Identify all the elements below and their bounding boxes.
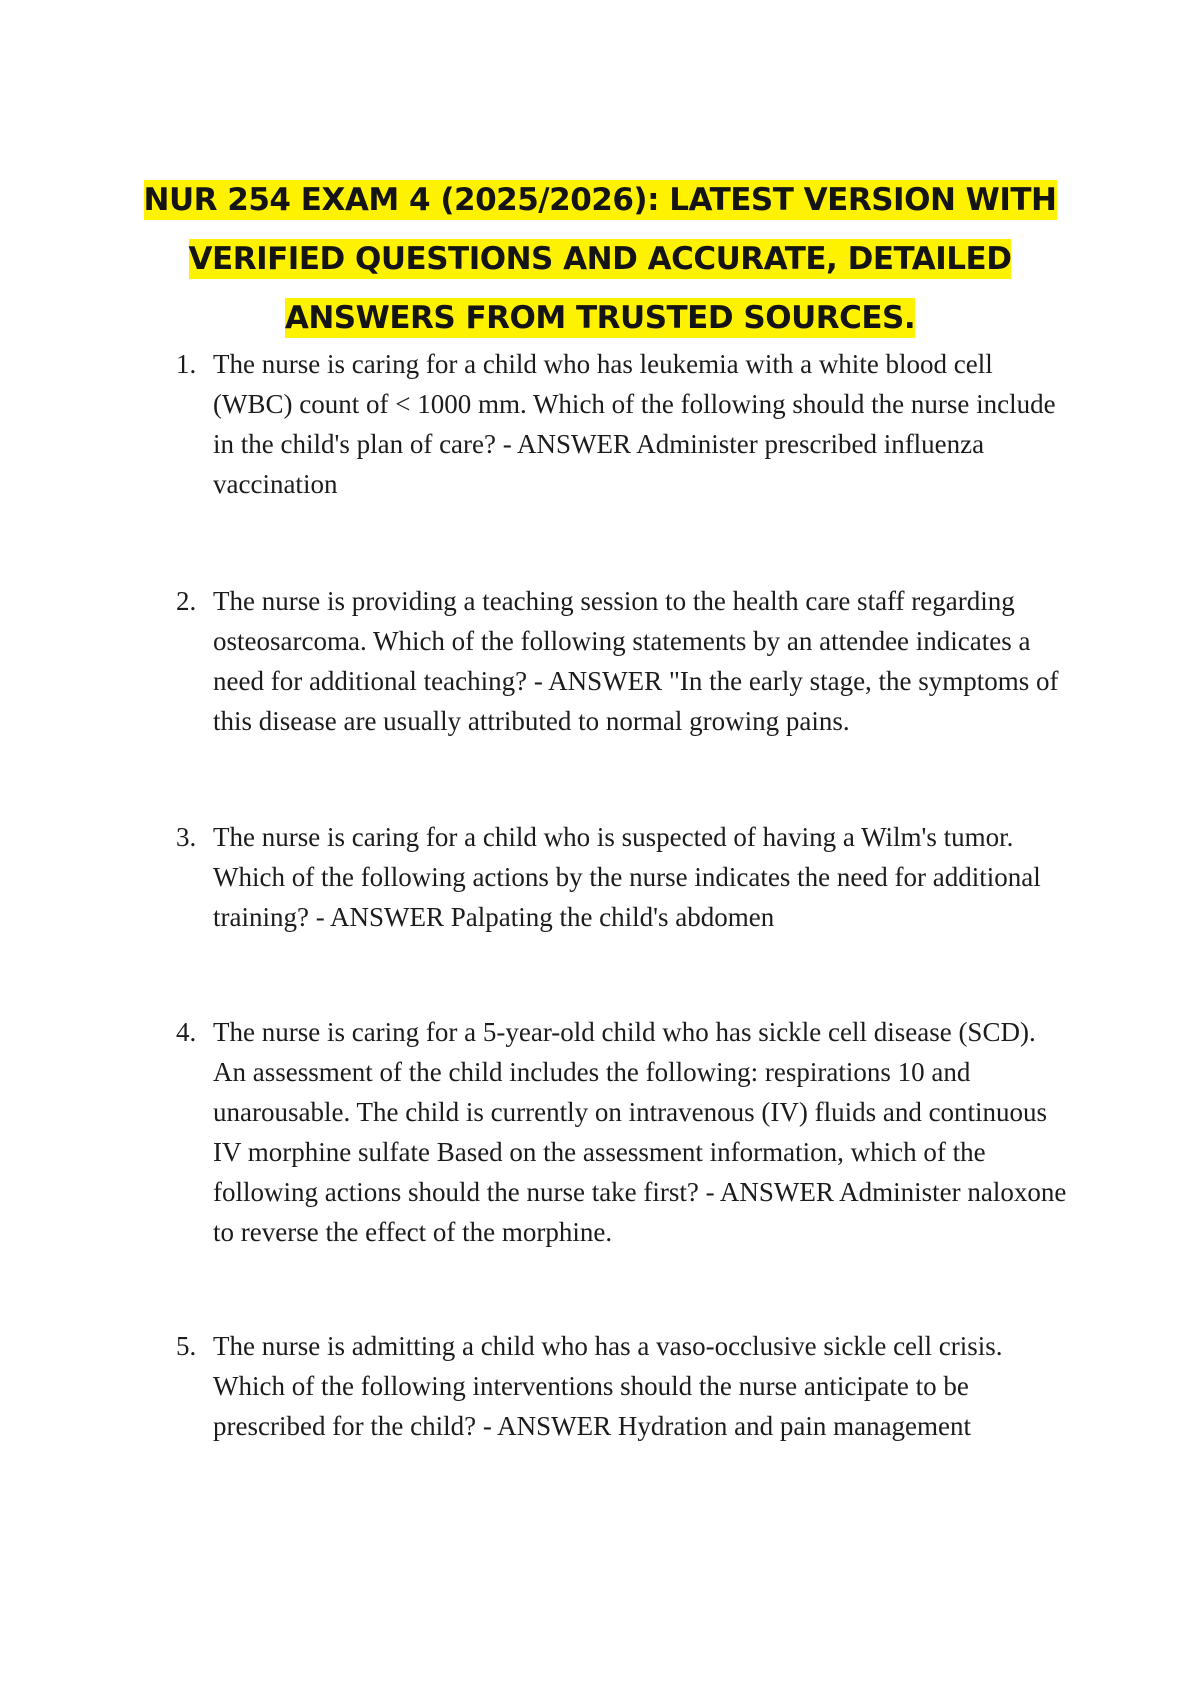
question-item-1	[168, 344, 1068, 581]
question-list	[168, 344, 1068, 1446]
question-item-5	[168, 1326, 1068, 1446]
question-item-4	[168, 1012, 1068, 1326]
question-number: 4.	[176, 1017, 197, 1047]
question-item-2	[168, 581, 1068, 817]
question-text: The nurse is admitting a child who has a vaso-occlusive sickle cell crisis. Which of the following interventions should the nurse anticipate to be prescribed for the child? - ANSWER Hydration and pain management	[213, 1331, 1003, 1441]
document-title	[100, 171, 1100, 348]
question-number: 3.	[176, 822, 197, 852]
question-text: The nurse is caring for a 5-year-old child who has sickle cell disease (SCD). An assessment of the child includes the following: respirations 10 and unarousable. The child is currently on intravenous (IV) fluids and continuous IV morphine sulfate Based on the assessment information, which of the following actions should the nurse take first? - ANSWER Administer naloxone to reverse the effect of the morphine.	[213, 1017, 1067, 1247]
question-text: The nurse is caring for a child who is suspected of having a Wilm's tumor. Which of the following actions by the nurse indicates the need for additional training? - ANSWER Palpating the child's abdomen	[213, 822, 1041, 932]
question-item-3	[168, 817, 1068, 1012]
question-number: 2.	[176, 586, 197, 616]
title-highlight: NUR 254 EXAM 4 (2025/2026): LATEST VERSION WITH VERIFIED QUESTIONS AND ACCURATE, DETAILED ANSWERS FROM TRUSTED SOURCES.	[143, 181, 1057, 336]
question-number: 5.	[176, 1331, 197, 1361]
question-text: The nurse is providing a teaching session to the health care staff regarding osteosarcoma. Which of the following statements by an attendee indicates a need for additional teaching? - ANSWER "In the early stage, the symptoms of this disease are usually attributed to normal growing pains.	[213, 586, 1059, 736]
question-number: 1.	[176, 349, 197, 379]
question-text: The nurse is caring for a child who has leukemia with a white blood cell (WBC) count of < 1000 mm. Which of the following should the nurse include in the child's plan of care? - ANSWER Administer prescribed influenza vaccination	[213, 349, 1056, 499]
